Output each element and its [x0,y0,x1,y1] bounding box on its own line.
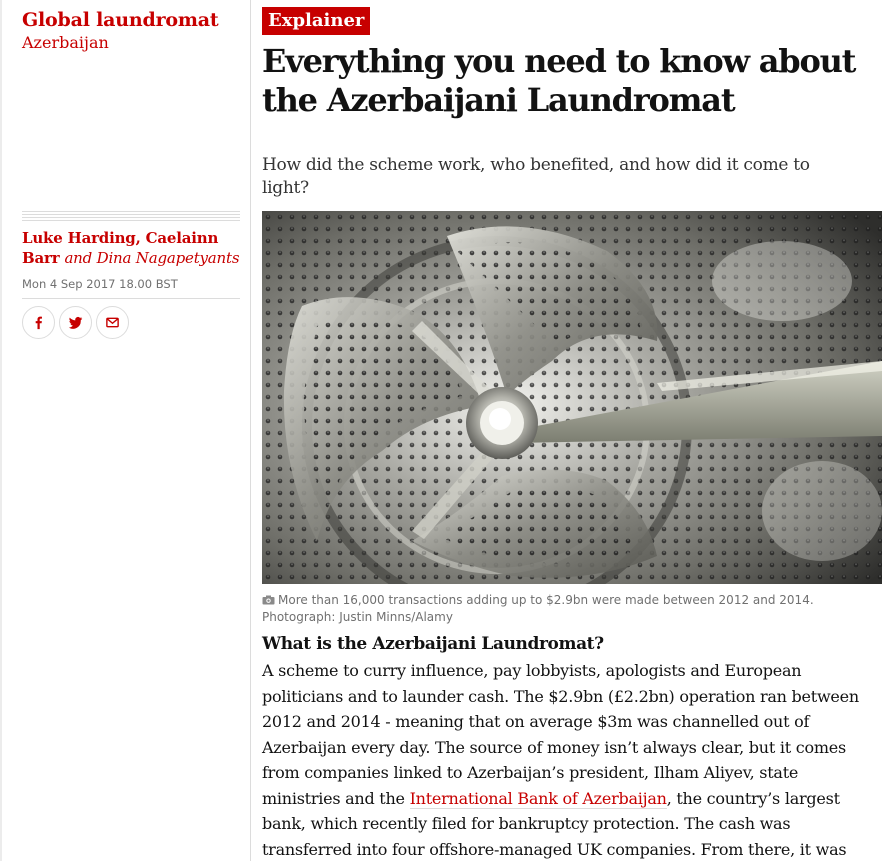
page-edge [0,0,2,861]
facebook-icon [31,315,46,330]
body-text-after-link: , the country’s largest bank, which recently filed for bankruptcy protection. The cash was transferred into four offshore-managed UK companies. From there, it was [262,788,847,859]
washing-drum-image [262,211,882,584]
byline-authors-link[interactable]: Luke Harding, Caelainn Barr [22,229,219,267]
section-title-link[interactable]: Global laundromat [22,9,219,31]
article-subheading: What is the Azerbaijani Laundromat? [262,634,604,654]
main-image[interactable] [262,211,882,584]
left-meta-column [0,0,251,861]
share-facebook-button[interactable] [22,306,55,339]
article-kicker-label[interactable]: Explainer [262,7,370,35]
publication-date: Mon 4 Sep 2017 18.00 BST [22,277,178,291]
share-email-button[interactable] [96,306,129,339]
image-caption [262,592,872,626]
share-buttons [22,306,129,339]
article-body-paragraph [262,658,872,862]
twitter-icon [68,315,83,330]
camera-icon [262,595,275,605]
body-text-before-link: A scheme to curry influence, pay lobbyists, apologists and European politicians and to launder cash. The $2.9bn (£2.2bn) operation ran between 2012 and 2014 - meaning that on average $3m was channelled out of Azerbaijan every day. The source of money isn’t always clear, but it comes from companies linked to Azerbaijan’s president, Ilham Aliyev, state ministries and the [262,661,859,808]
email-icon [105,315,120,330]
series-link[interactable]: Azerbaijan [22,33,109,52]
byline [22,228,247,268]
article-headline: Everything you need to know about the Azerbaijani Laundromat [262,42,856,119]
caption-text: More than 16,000 transactions adding up to $2.9bn were made between 2012 and 2014. Photograph: Justin Minns/Alamy [262,593,814,624]
meta-divider [22,298,240,299]
share-twitter-button[interactable] [59,306,92,339]
meta-divider-lines [22,211,240,223]
byline-more-authors: and Dina Nagapetyants [64,249,240,267]
article-standfirst: How did the scheme work, who benefited, and how did it come to light? [262,155,810,198]
international-bank-link[interactable]: International Bank of Azerbaijan [409,788,667,808]
